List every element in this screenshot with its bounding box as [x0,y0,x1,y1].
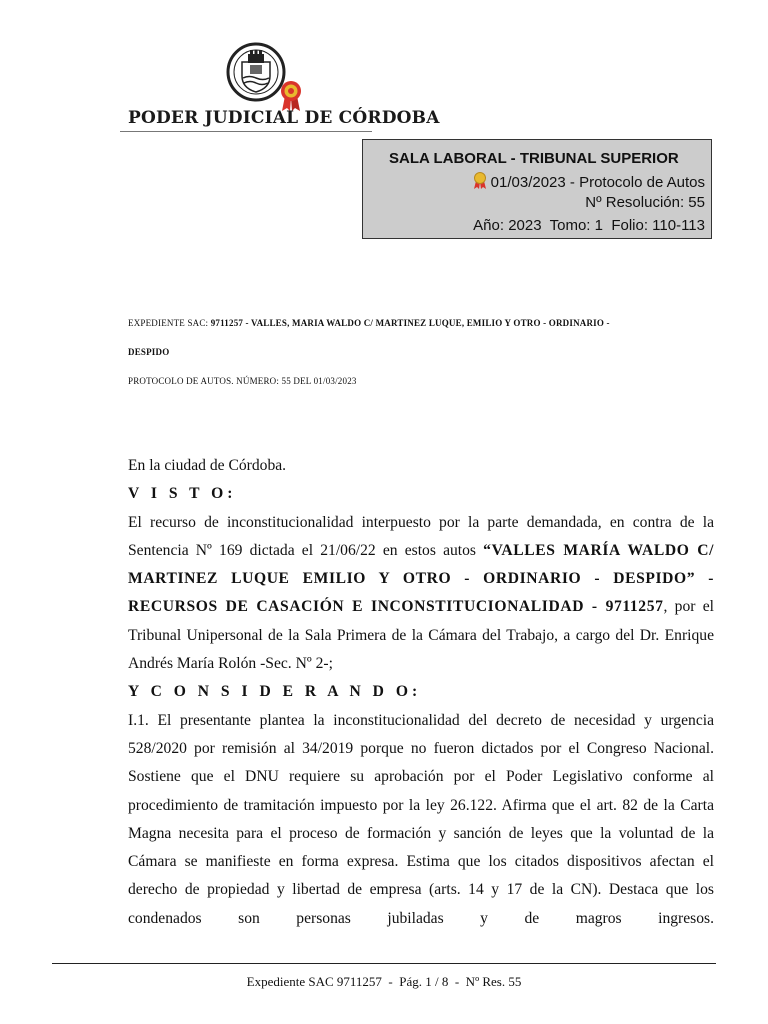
visto-heading: V I S T O: [128,485,237,503]
visto-paragraph [128,509,714,679]
organization-name: PODER JUDICIAL DE CÓRDOBA [128,108,440,128]
page-footer: Expediente SAC 9711257 - Pág. 1 / 8 - Nº Res. 55 [246,974,522,989]
city-line: En la ciudad de Córdoba. [128,457,287,474]
expediente-line [128,318,718,328]
expediente-value-cont: DESPIDO [128,347,170,357]
visto-text-a: El recurso de inconstitucionalidad interpuesto por la parte demandada, en contra de la Sentencia Nº 169 dictada el 21/06/22 en estos autos [128,513,714,559]
considerando-paragraph: I.1. El presentante plantea la inconstitucionalidad del decreto de necesidad y urgencia 528/2020 por remisión al 34/2019 porque no fueron dictados por el Congreso Nacional. Sostiene que el DNU requiere su aprobación por el Poder Legislativo conforme al procedimiento de tramitación impuesto por la ley 26.122. Afirma que el art. 82 de la Carta Magna necesita para el proceso de formación y sanción de leyes que la voluntad de la Cámara se manifieste en forma expresa. Estima que los citados dispositivos afectan el derecho de propiedad y libertad de empresa (arts. 14 y 17 de la CN). Destaca que los condenados son personas jubiladas y de magros ingresos. [128,711,714,927]
considerando-heading: Y C O N S I D E R A N D O: [128,683,422,701]
year-tomo-folio: Año: 2023 Tomo: 1 Folio: 110-113 [473,217,705,234]
header-divider [120,131,372,132]
date-protocol-text: 01/03/2023 - Protocolo de Autos [490,174,705,191]
expediente-value: 9711257 - VALLES, MARIA WALDO C/ MARTINEZ LUQUE, EMILIO Y OTRO - ORDINARIO - [210,318,610,328]
document-body [128,452,714,933]
expediente-line-2 [128,347,718,357]
court-info-box [362,139,712,239]
visto-text-b: , por el Tribunal Unipersonal de la Sala Primera de la Cámara del Trabajo, a cargo del Dr. Enrique Andrés María Rolón -Sec. Nº 2-; [128,598,714,673]
resolution-number: Nº Resolución: 55 [585,194,705,211]
protocolo-line: PROTOCOLO DE AUTOS. NÚMERO: 55 DEL 01/03/2023 [128,376,357,386]
case-title: “VALLES MARÍA WALDO C/ MARTINEZ LUQUE EMILIO Y OTRO - ORDINARIO - DESPIDO” - RECURSOS DE CASACIÓN E INCONSTITUCIONALIDAD - 9711257 [128,541,714,616]
footer-divider [52,963,716,964]
expediente-label: EXPEDIENTE SAC: [128,318,211,328]
date-protocol-line [473,172,705,194]
court-name: SALA LABORAL - TRIBUNAL SUPERIOR [389,150,679,167]
award-ribbon-icon [473,172,487,194]
